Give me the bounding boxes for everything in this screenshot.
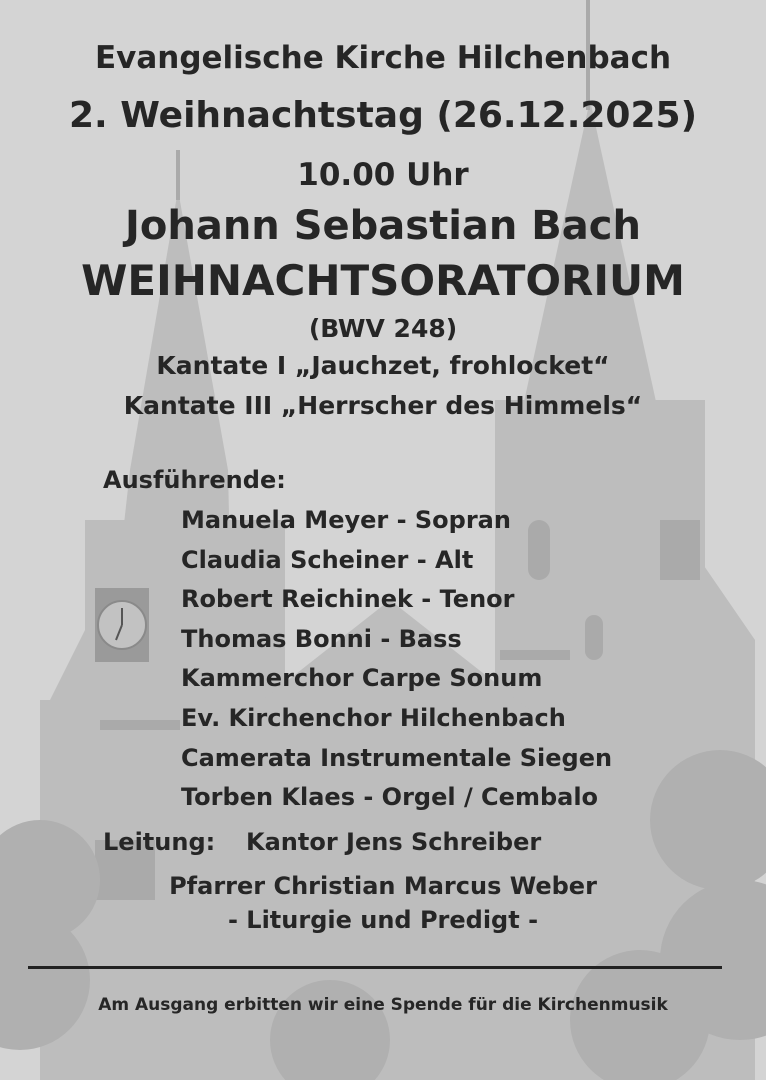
performers-list [181, 503, 612, 820]
performer-item: Robert Reichinek - Tenor [181, 585, 515, 614]
director-name: Kantor Jens Schreiber [246, 828, 542, 856]
catalog-number: (BWV 248) [308, 314, 458, 343]
performer-item: Torben Klaes - Orgel / Cembalo [181, 783, 599, 812]
performer-item: Ev. Kirchenchor Hilchenbach [181, 703, 566, 732]
cantata-1: Kantate I „Jauchzet, frohlocket“ [156, 351, 610, 380]
donation-note: Am Ausgang erbitten wir eine Spende für die Kirchenmusik [98, 995, 668, 1015]
pastor-name: Pfarrer Christian Marcus Weber [169, 872, 597, 900]
performer-item: Camerata Instrumentale Siegen [181, 743, 613, 772]
event-time: 10.00 Uhr [297, 157, 469, 193]
performer-item: Thomas Bonni - Bass [181, 624, 462, 653]
pastor-role: - Liturgie und Predigt - [227, 906, 539, 934]
performer-item: Claudia Scheiner - Alt [181, 545, 474, 574]
composer-name: Johann Sebastian Bach [125, 203, 641, 249]
performers-label: Ausführende: [103, 466, 286, 494]
cantata-3: Kantate III „Herrscher des Himmels“ [123, 391, 643, 420]
performer-item: Kammerchor Carpe Sonum [181, 664, 543, 693]
work-title: WEIHNACHTSORATORIUM [81, 256, 685, 305]
performer-item: Manuela Meyer - Sopran [181, 506, 511, 534]
direction-label: Leitung: [103, 828, 216, 856]
event-date: 2. Weihnachtstag (26.12.2025) [68, 95, 698, 136]
church-name: Evangelische Kirche Hilchenbach [94, 40, 672, 76]
divider-line [28, 966, 722, 969]
